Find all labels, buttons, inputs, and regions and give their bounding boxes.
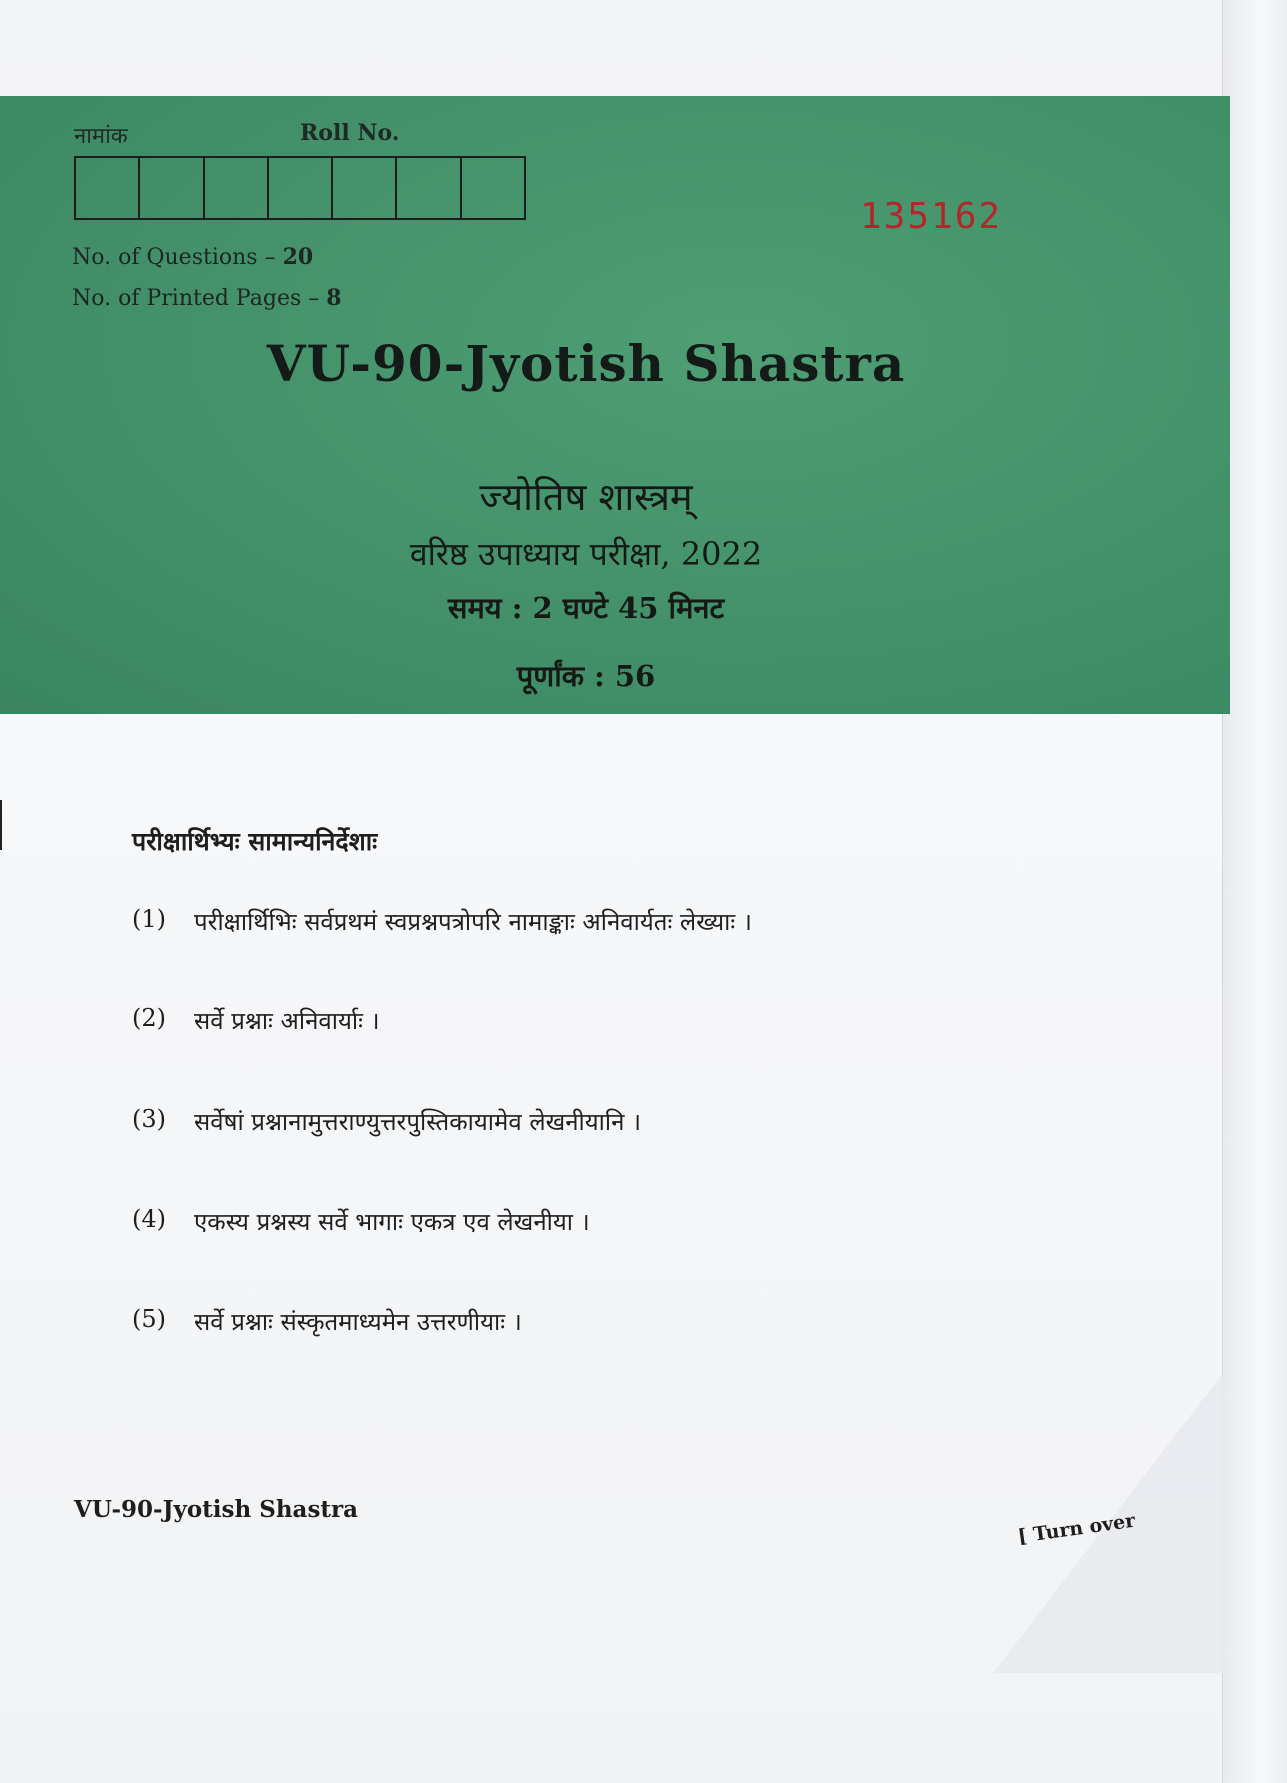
- total-marks-hindi: पूर्णांक : 56: [516, 659, 656, 693]
- instruction-item: [132, 905, 1132, 945]
- roll-number-cell[interactable]: [397, 158, 461, 218]
- page-edge-fold: [1222, 0, 1287, 1783]
- roll-number-cell[interactable]: [269, 158, 333, 218]
- instruction-number: (3): [132, 1105, 166, 1133]
- exam-time-hindi: समय : 2 घण्टे 45 मिनट: [447, 591, 725, 625]
- left-edge-mark: [0, 800, 2, 850]
- roll-number-cell[interactable]: [462, 158, 524, 218]
- instruction-item: [132, 1205, 1132, 1245]
- pages-value: 8: [326, 285, 342, 311]
- instruction-text: सर्वेषां प्रश्नानामुत्तराण्युत्तरपुस्तिकायामेव लेखनीयानि ।: [194, 1108, 642, 1136]
- instruction-item: [132, 1105, 1132, 1145]
- questions-label: No. of Questions –: [72, 245, 283, 270]
- serial-number: 135162: [860, 196, 1003, 237]
- number-of-pages: [72, 285, 342, 311]
- subject-hindi: ज्योतिष शास्त्रम्: [479, 475, 693, 519]
- roll-number-cell[interactable]: [333, 158, 397, 218]
- roll-number-cell[interactable]: [140, 158, 204, 218]
- instruction-number: (5): [132, 1305, 166, 1333]
- number-of-questions: [72, 244, 313, 270]
- instruction-number: (2): [132, 1004, 166, 1032]
- instruction-item: [132, 1305, 1132, 1345]
- instruction-number: (1): [132, 905, 166, 933]
- roll-number-cell[interactable]: [76, 158, 140, 218]
- instruction-text: परीक्षार्थिभिः सर्वप्रथमं स्वप्रश्नपत्रोपरि नामाङ्काः अनिवार्यतः लेख्याः ।: [194, 908, 752, 936]
- instruction-item: [132, 1004, 1132, 1044]
- exam-name-hindi: वरिष्ठ उपाध्याय परीक्षा, 2022: [409, 535, 763, 573]
- instruction-number: (4): [132, 1205, 166, 1233]
- roll-label-english: Roll No.: [300, 120, 400, 146]
- instruction-text: एकस्य प्रश्नस्य सर्वे भागाः एकत्र एव लेखनीया ।: [194, 1208, 590, 1236]
- instruction-text: सर्वे प्रश्नाः संस्कृतमाध्यमेन उत्तरणीयाः ।: [194, 1308, 522, 1336]
- questions-value: 20: [282, 244, 314, 270]
- paper-title: VU-90-Jyotish Shastra: [266, 334, 906, 393]
- instructions-heading: परीक्षार्थिभ्यः सामान्यनिर्देशाः: [132, 827, 378, 856]
- turn-over-note: [ Turn over: [1016, 1509, 1137, 1548]
- roll-label-hindi: नामांक: [74, 124, 128, 149]
- roll-number-box[interactable]: [74, 156, 526, 220]
- footer-paper-title: VU-90-Jyotish Shastra: [74, 1496, 359, 1523]
- instruction-text: सर्वे प्रश्नाः अनिवार्याः ।: [194, 1007, 380, 1035]
- pages-label: No. of Printed Pages –: [72, 286, 327, 311]
- roll-number-cell[interactable]: [205, 158, 269, 218]
- roll-number-labels: [74, 120, 494, 150]
